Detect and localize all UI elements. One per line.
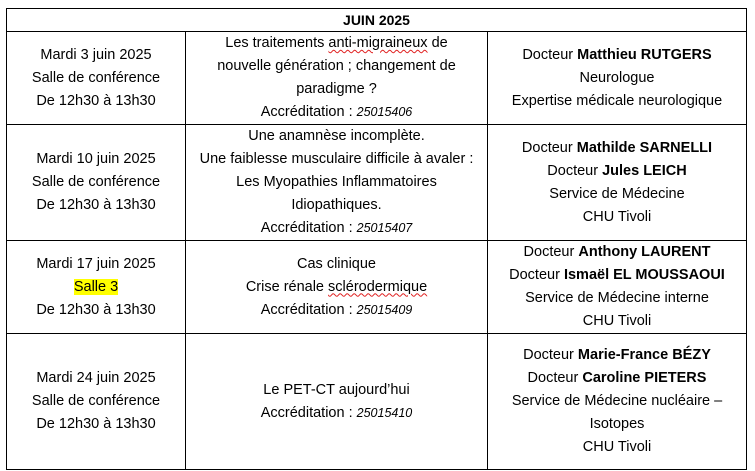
session-date: Mardi 10 juin 2025 <box>36 151 156 167</box>
session-when-cell <box>7 334 186 470</box>
affiliation-line: Expertise médicale neurologique <box>511 92 723 109</box>
topic-line: Crise rénale sclérodermique <box>245 278 428 295</box>
speaker-name: Jules LEICH <box>602 162 687 179</box>
session-room-highlighted: Salle 3 <box>73 278 119 295</box>
session-speaker-cell <box>488 241 747 334</box>
session-row <box>7 241 747 334</box>
session-when-cell <box>7 125 186 241</box>
speaker-title: Docteur <box>547 162 599 179</box>
speaker <box>492 44 742 67</box>
topic-line: Idiopathiques. <box>291 197 382 213</box>
speaker <box>492 264 742 287</box>
accreditation <box>190 101 483 124</box>
speaker-title: Docteur <box>523 347 574 363</box>
accreditation <box>190 402 483 425</box>
speaker-name: Mathilde SARNELLI <box>576 139 713 156</box>
month-header: JUIN 2025 <box>7 9 747 32</box>
topic-line: paradigme ? <box>296 81 377 97</box>
session-topic-cell <box>186 125 488 241</box>
affiliation-line: CHU Tivoli <box>582 313 652 329</box>
speaker <box>492 160 742 183</box>
session-date: Mardi 3 juin 2025 <box>40 46 152 63</box>
session-when-cell <box>7 32 186 125</box>
session-topic-cell <box>186 334 488 470</box>
affiliation-line: Service de Médecine nucléaire – <box>511 393 723 409</box>
speaker <box>492 367 742 390</box>
accreditation-number: 25015410 <box>356 405 413 420</box>
speaker-name: Matthieu RUTGERS <box>577 46 712 63</box>
topic-line: Une faiblesse musculaire difficile à avaler : <box>199 151 474 167</box>
topic-line: Le PET-CT aujourd’hui <box>263 381 410 398</box>
topic-line: Les traitements anti-migraineux de <box>225 35 448 51</box>
speaker-title: Docteur <box>522 46 574 63</box>
affiliation-line: CHU Tivoli <box>582 208 652 225</box>
speaker-name: Caroline PIETERS <box>582 370 707 386</box>
session-room: Salle de conférence <box>31 69 161 86</box>
speaker-title: Docteur <box>521 139 573 156</box>
speaker <box>492 344 742 367</box>
affiliation-line: Service de Médecine <box>549 185 685 202</box>
session-time: De 12h30 à 13h30 <box>36 301 156 318</box>
session-when-cell <box>7 241 186 334</box>
accreditation-number: 25015409 <box>356 302 413 317</box>
session-room: Salle de conférence <box>31 393 161 409</box>
topic-line: Une anamnèse incomplète. <box>248 128 425 144</box>
session-speaker-cell <box>488 32 747 125</box>
speaker-name: Anthony LAURENT <box>578 244 711 260</box>
session-topic-cell <box>186 241 488 334</box>
accreditation-label: Accréditation : <box>260 404 353 421</box>
accreditation-number: 25015406 <box>356 105 413 119</box>
speaker-title: Docteur <box>523 244 575 260</box>
speaker-title: Docteur <box>509 267 560 283</box>
speaker <box>492 241 742 264</box>
session-speaker-cell <box>488 334 747 470</box>
session-date: Mardi 17 juin 2025 <box>36 255 156 272</box>
session-row <box>7 125 747 241</box>
speaker <box>492 137 742 160</box>
speaker-name: Ismaël EL MOUSSAOUI <box>563 267 725 283</box>
accreditation-number: 25015407 <box>356 221 413 235</box>
topic-line: Les Myopathies Inflammatoires <box>236 174 437 190</box>
affiliation-line: Isotopes <box>589 416 645 432</box>
topic-line: Cas clinique <box>297 255 376 272</box>
affiliation-line: Service de Médecine interne <box>525 290 709 306</box>
speaker-name: Marie-France BÉZY <box>577 347 711 363</box>
topic-line: nouvelle génération ; changement de <box>217 58 456 74</box>
schedule-table <box>6 8 747 470</box>
accreditation-label: Accréditation : <box>260 301 353 318</box>
session-date: Mardi 24 juin 2025 <box>36 370 156 386</box>
session-topic-cell <box>186 32 488 125</box>
session-room: Salle de conférence <box>31 174 161 190</box>
session-time: De 12h30 à 13h30 <box>36 92 156 109</box>
speaker-title: Docteur <box>527 370 579 386</box>
accreditation-label: Accréditation : <box>260 220 353 236</box>
session-time: De 12h30 à 13h30 <box>36 197 156 213</box>
session-speaker-cell <box>488 125 747 241</box>
session-room-line <box>11 276 181 299</box>
affiliation-line: CHU Tivoli <box>582 439 652 455</box>
accreditation-label: Accréditation : <box>260 104 353 120</box>
session-row <box>7 32 747 125</box>
affiliation-line: Neurologue <box>579 69 655 86</box>
session-time: De 12h30 à 13h30 <box>36 416 156 432</box>
accreditation <box>190 217 483 240</box>
accreditation <box>190 299 483 322</box>
session-row <box>7 334 747 470</box>
